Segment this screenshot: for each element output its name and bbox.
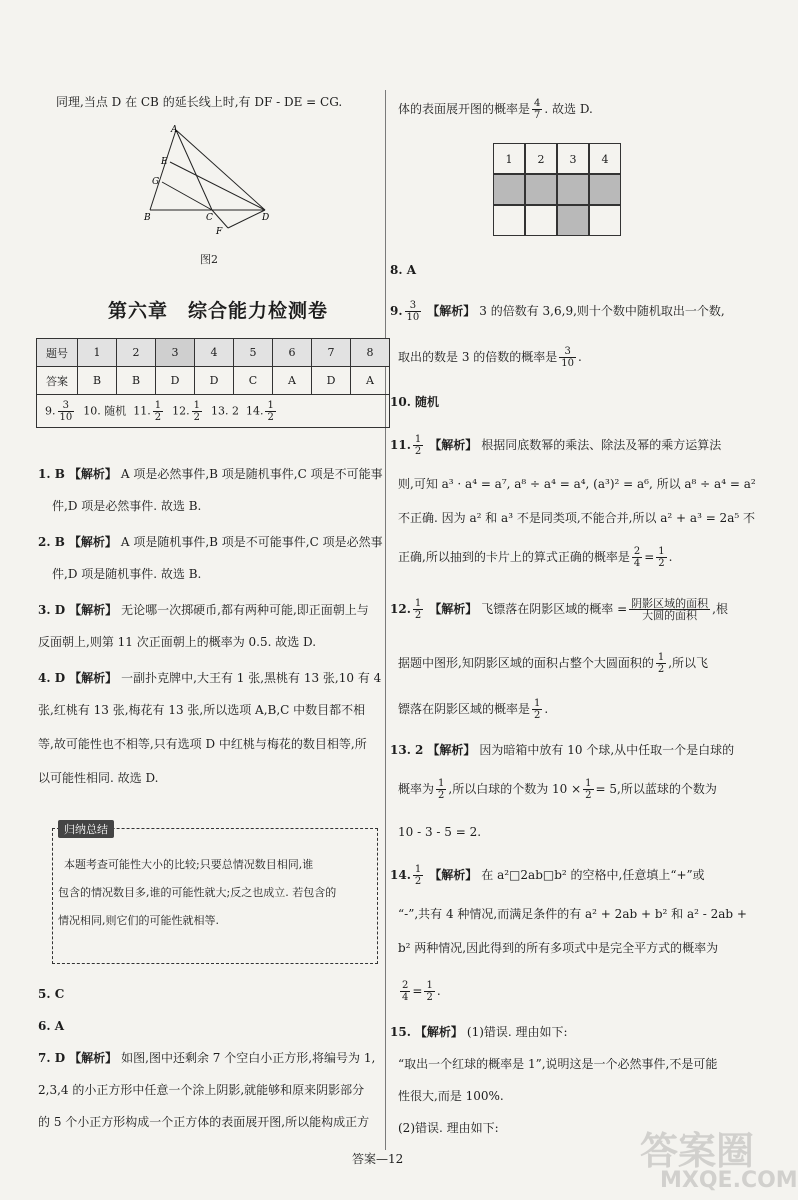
label-b: B xyxy=(144,213,151,223)
table-row xyxy=(37,395,390,428)
summary-line1: 本题考查可能性大小的比较;只要总情况数目相同,谁 xyxy=(64,858,314,871)
q6-answer: 6. A xyxy=(38,1019,65,1033)
summary-line2: 包含的情况数目多,谁的可能性就大;反之也成立. 若包含的 xyxy=(58,886,337,899)
q3-line1: 3. D 【解析】 无论哪一次掷硬币,都有两种可能,即正面朝上与 xyxy=(38,603,369,617)
page-footer: 答案—12 xyxy=(352,1152,404,1166)
q13-line2: 概率为 $\frac{1}{2}$ ,所以白球的个数为 10 × $\frac{1}{2}$ = 5,所以蓝球的个数为 xyxy=(398,778,717,801)
summary-label: 归纳总结 xyxy=(58,820,114,838)
watermark-url: MXQE.COM xyxy=(660,1168,798,1193)
q5-answer: 5. C xyxy=(38,987,65,1001)
label-f: F xyxy=(216,227,223,237)
table-row: 题号 1 2 3 4 5 6 7 8 xyxy=(37,339,390,367)
label-e: E xyxy=(161,157,168,167)
answer-label: 答案 xyxy=(37,367,78,395)
q14-line2: “-”,共有 4 种情况,而满足条件的有 a² + 2ab + b² 和 a² - 2ab + xyxy=(398,907,747,921)
column-divider xyxy=(385,90,386,1150)
q4-line1: 4. D 【解析】 一副扑克牌中,大王有 1 张,黑桃有 13 张,10 有 4 xyxy=(38,671,382,685)
q3-line2: 反面朝上,则第 11 次正面朝上的概率为 0.5. 故选 D. xyxy=(38,635,317,649)
label-g: G xyxy=(152,177,160,187)
q15-line1: 15. 【解析】 (1)错误. 理由如下: xyxy=(390,1025,568,1039)
q15-line4: (2)错误. 理由如下: xyxy=(398,1121,499,1135)
q14-line4: $\frac{2}{4}$ = $\frac{1}{2}$ . xyxy=(402,980,441,1003)
q11-line3: 不正确. 因为 a² 和 a³ 不是同类项,不能合并,所以 a² + a³ = 2a⁵ 不 xyxy=(398,511,755,525)
q14-line1: 14. $\frac{1}{2}$ 【解析】 在 a²□2ab□b² 的空格中,任意填上“+”或 xyxy=(390,864,705,887)
q7-line2: 2,3,4 的小正方形中任意一个涂上阴影,就能够和原来阴影部分 xyxy=(38,1083,365,1097)
table-row: 答案 B B D D C A D A xyxy=(37,367,390,395)
q4-line2: 张,红桃有 13 张,梅花有 13 张,所以选项 A,B,C 中数目都不相 xyxy=(38,703,366,717)
grid-cell-2: 2 xyxy=(525,143,557,174)
grid-cell xyxy=(493,205,525,236)
grid-cell xyxy=(557,205,589,236)
q13-line3: 10 - 3 - 5 = 2. xyxy=(398,825,482,839)
label-d: D xyxy=(262,213,270,223)
q8-answer: 8. A xyxy=(390,263,417,277)
q15-line3: 性很大,而是 100%. xyxy=(398,1089,504,1103)
fill-in-answers: 9. $\frac{3}{10}$ 10. 随机 11. $\frac{1}{2}$ 12. $\frac{1}{2}$ 13. 2 14. $\frac{1}{2}$ xyxy=(37,395,390,428)
figure-caption: 图2 xyxy=(200,253,218,266)
header-label: 题号 xyxy=(37,339,78,367)
q10-answer: 10. 随机 xyxy=(390,395,440,409)
q1-line1: 1. B 【解析】 A 项是必然事件,B 项是随机事件,C 项是不可能事 xyxy=(38,467,383,481)
label-c: C xyxy=(206,213,213,223)
q2-line2: 件,D 项是随机事件. 故选 B. xyxy=(52,567,202,581)
q9-line1: 9. $\frac{3}{10}$ 【解析】 3 的倍数有 3,6,9,则十个数中随机取出一个数, xyxy=(390,300,725,323)
q7-continuation: 体的表面展开图的概率是 $\frac{4}{7}$ . 故选 D. xyxy=(398,98,593,121)
q14-line3: b² 两种情况,因此得到的所有多项式中是完全平方式的概率为 xyxy=(398,941,719,955)
q7-line1: 7. D 【解析】 如图,图中还剩余 7 个空白小正方形,将编号为 1, xyxy=(38,1051,376,1065)
grid-cell xyxy=(557,174,589,205)
q11-line1: 11. $\frac{1}{2}$ 【解析】 根据同底数幂的乘法、除法及幂的乘方运算法 xyxy=(390,434,722,457)
q11-line4: 正确,所以抽到的卡片上的算式正确的概率是 $\frac{2}{4}$ = $\frac{1}{2}$ . xyxy=(398,546,673,569)
grid-cell xyxy=(589,205,621,236)
grid-cell-3: 3 xyxy=(557,143,589,174)
q1-line2: 件,D 项是必然事件. 故选 B. xyxy=(52,499,202,513)
grid-cell xyxy=(525,205,557,236)
grid-cell xyxy=(493,174,525,205)
grid-cell xyxy=(589,174,621,205)
watermark-logo: 答案圈 xyxy=(640,1129,755,1173)
grid-cell-1: 1 xyxy=(493,143,525,174)
grid-cell-4: 4 xyxy=(589,143,621,174)
q12-line1: 12. $\frac{1}{2}$ 【解析】 飞镖落在阴影区域的概率 = $\frac{\text{阴影区域的面积}}{\text{大圆的面积}}$ ,根 xyxy=(390,597,728,622)
q13-line1: 13. 2 【解析】 因为暗箱中放有 10 个球,从中任取一个是白球的 xyxy=(390,743,735,757)
label-a: A xyxy=(171,125,178,135)
q12-line2: 据题中图形,知阴影区域的面积占整个大圆面积的 $\frac{1}{2}$ ,所以飞 xyxy=(398,652,709,675)
q7-line3: 的 5 个小正方形构成一个正方体的表面展开图,所以能构成正方 xyxy=(38,1115,370,1129)
q15-line2: “取出一个红球的概率是 1”,说明这是一个必然事件,不是可能 xyxy=(398,1057,718,1071)
summary-line3: 情况相同,则它们的可能性就相等. xyxy=(58,914,219,927)
q11-line2: 则,可知 a³ · a⁴ = a⁷, a⁸ ÷ a⁴ = a⁴, (a³)² = a⁶, 所以 a⁸ ÷ a⁴ = a² xyxy=(398,477,756,491)
q4-line3: 等,故可能性也不相等,只有选项 D 中红桃与梅花的数目相等,所 xyxy=(38,737,367,751)
chapter-title: 第六章 综合能力检测卷 xyxy=(108,300,329,322)
q12-line3: 镖落在阴影区域的概率是 $\frac{1}{2}$ . xyxy=(398,698,549,721)
answer-table xyxy=(36,338,390,428)
intro-line: 同理,当点 D 在 CB 的延长线上时,有 DF - DE = CG. xyxy=(56,95,343,109)
grid-cell xyxy=(525,174,557,205)
q9-line2: 取出的数是 3 的倍数的概率是 $\frac{3}{10}$ . xyxy=(398,346,582,369)
q4-line4: 以可能性相同. 故选 D. xyxy=(38,771,159,785)
geometry-figure xyxy=(140,122,280,237)
q2-line1: 2. B 【解析】 A 项是随机事件,B 项是不可能事件,C 项是必然事 xyxy=(38,535,383,549)
